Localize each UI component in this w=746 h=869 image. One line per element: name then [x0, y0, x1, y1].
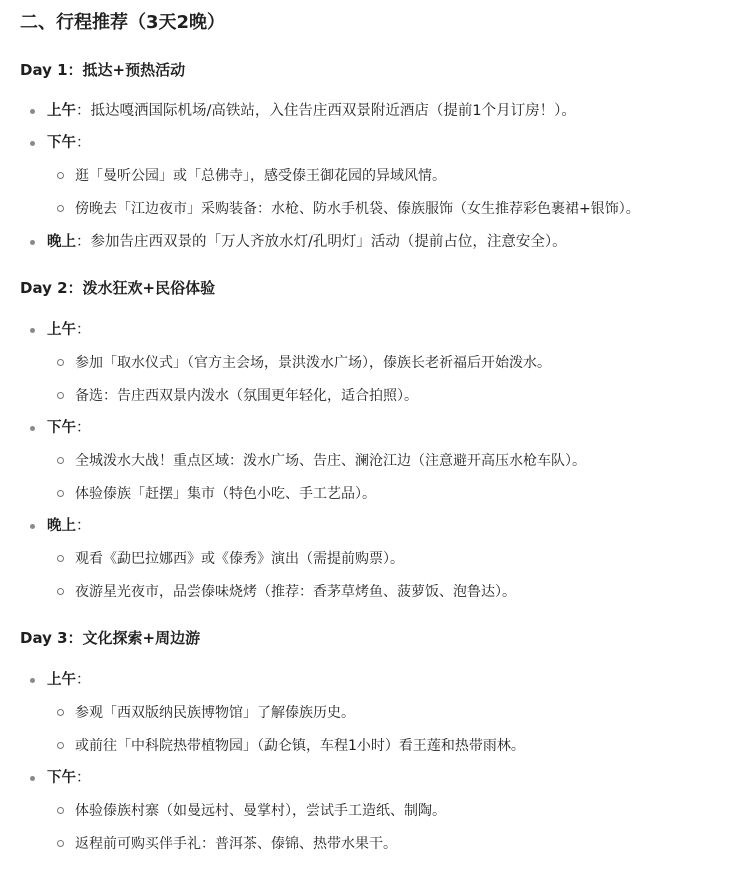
day3-afternoon-label: 下午 [47, 770, 76, 786]
day3-morning-item [47, 669, 91, 691]
day2-afternoon-subitem: 全城泼水大战！重点区域：泼水广场、告庄、澜沧江边（注意避开高压水枪车队）。 [75, 450, 586, 472]
day3-afternoon-subitem: 返程前可购买伴手礼：普洱茶、傣锦、热带水果干。 [75, 833, 397, 855]
day3-morning-subitem: 参观「西双版纳民族博物馆」了解傣族历史。 [75, 702, 355, 724]
day1-evening-text: ：参加告庄西双景的「万人齐放水灯/孔明灯」活动（提前占位，注意安全）。 [76, 234, 567, 250]
day2-morning-label: 上午 [47, 322, 76, 338]
day1-afternoon-label: 下午 [47, 135, 76, 151]
day1-heading: Day 1：抵达+预热活动 [20, 61, 186, 79]
day1-evening-label: 晚上 [47, 234, 76, 250]
day2-afternoon-label: 下午 [47, 420, 76, 436]
day3-afternoon-subitem: 体验傣族村寨（如曼远村、曼掌村），尝试手工造纸、制陶。 [75, 800, 446, 822]
day2-evening-subitem: 夜游星光夜市，品尝傣味烧烤（推荐：香茅草烤鱼、菠萝饭、泡鲁达）。 [75, 581, 516, 603]
day1-afternoon-subitem: 傍晚去「江边夜市」采购装备：水枪、防水手机袋、傣族服饰（女生推荐彩色裹裙+银饰）。 [75, 198, 640, 220]
day1-morning-label: 上午 [47, 103, 76, 119]
day2-evening-label: 晚上 [47, 518, 76, 534]
day3-afternoon-item [47, 767, 91, 789]
day2-afternoon-colon: ： [76, 420, 91, 436]
day1-evening-item [47, 231, 567, 253]
day1-morning-text: ：抵达嘎洒国际机场/高铁站，入住告庄西双景附近酒店（提前1个月订房！）。 [76, 103, 576, 119]
day2-morning-subitem: 参加「取水仪式」（官方主会场，景洪泼水广场），傣族长老祈福后开始泼水。 [75, 352, 551, 374]
day3-morning-subitem: 或前往「中科院热带植物园」（勐仑镇，车程1小时）看王莲和热带雨林。 [75, 735, 525, 757]
day1-afternoon-item [47, 132, 91, 154]
day2-evening-item [47, 515, 91, 537]
day1-afternoon-subitem: 逛「曼听公园」或「总佛寺」，感受傣王御花园的异域风情。 [75, 165, 446, 187]
day1-morning-item [47, 100, 576, 122]
day2-morning-colon: ： [76, 322, 91, 338]
day2-afternoon-item [47, 417, 91, 439]
day1-afternoon-colon: ： [76, 135, 91, 151]
day2-heading: Day 2：泼水狂欢+民俗体验 [20, 279, 216, 297]
day2-afternoon-subitem: 体验傣族「赶摆」集市（特色小吃、手工艺品）。 [75, 483, 376, 505]
day2-evening-subitem: 观看《勐巴拉娜西》或《傣秀》演出（需提前购票）。 [75, 548, 404, 570]
section-heading: 二、行程推荐（3天2晚） [20, 12, 226, 33]
day3-morning-colon: ： [76, 672, 91, 688]
day3-morning-label: 上午 [47, 672, 76, 688]
day3-heading: Day 3：文化探索+周边游 [20, 629, 201, 647]
day2-morning-subitem: 备选：告庄西双景内泼水（氛围更年轻化，适合拍照）。 [75, 385, 418, 407]
day2-morning-item [47, 319, 91, 341]
day3-afternoon-colon: ： [76, 770, 91, 786]
day2-evening-colon: ： [76, 518, 91, 534]
